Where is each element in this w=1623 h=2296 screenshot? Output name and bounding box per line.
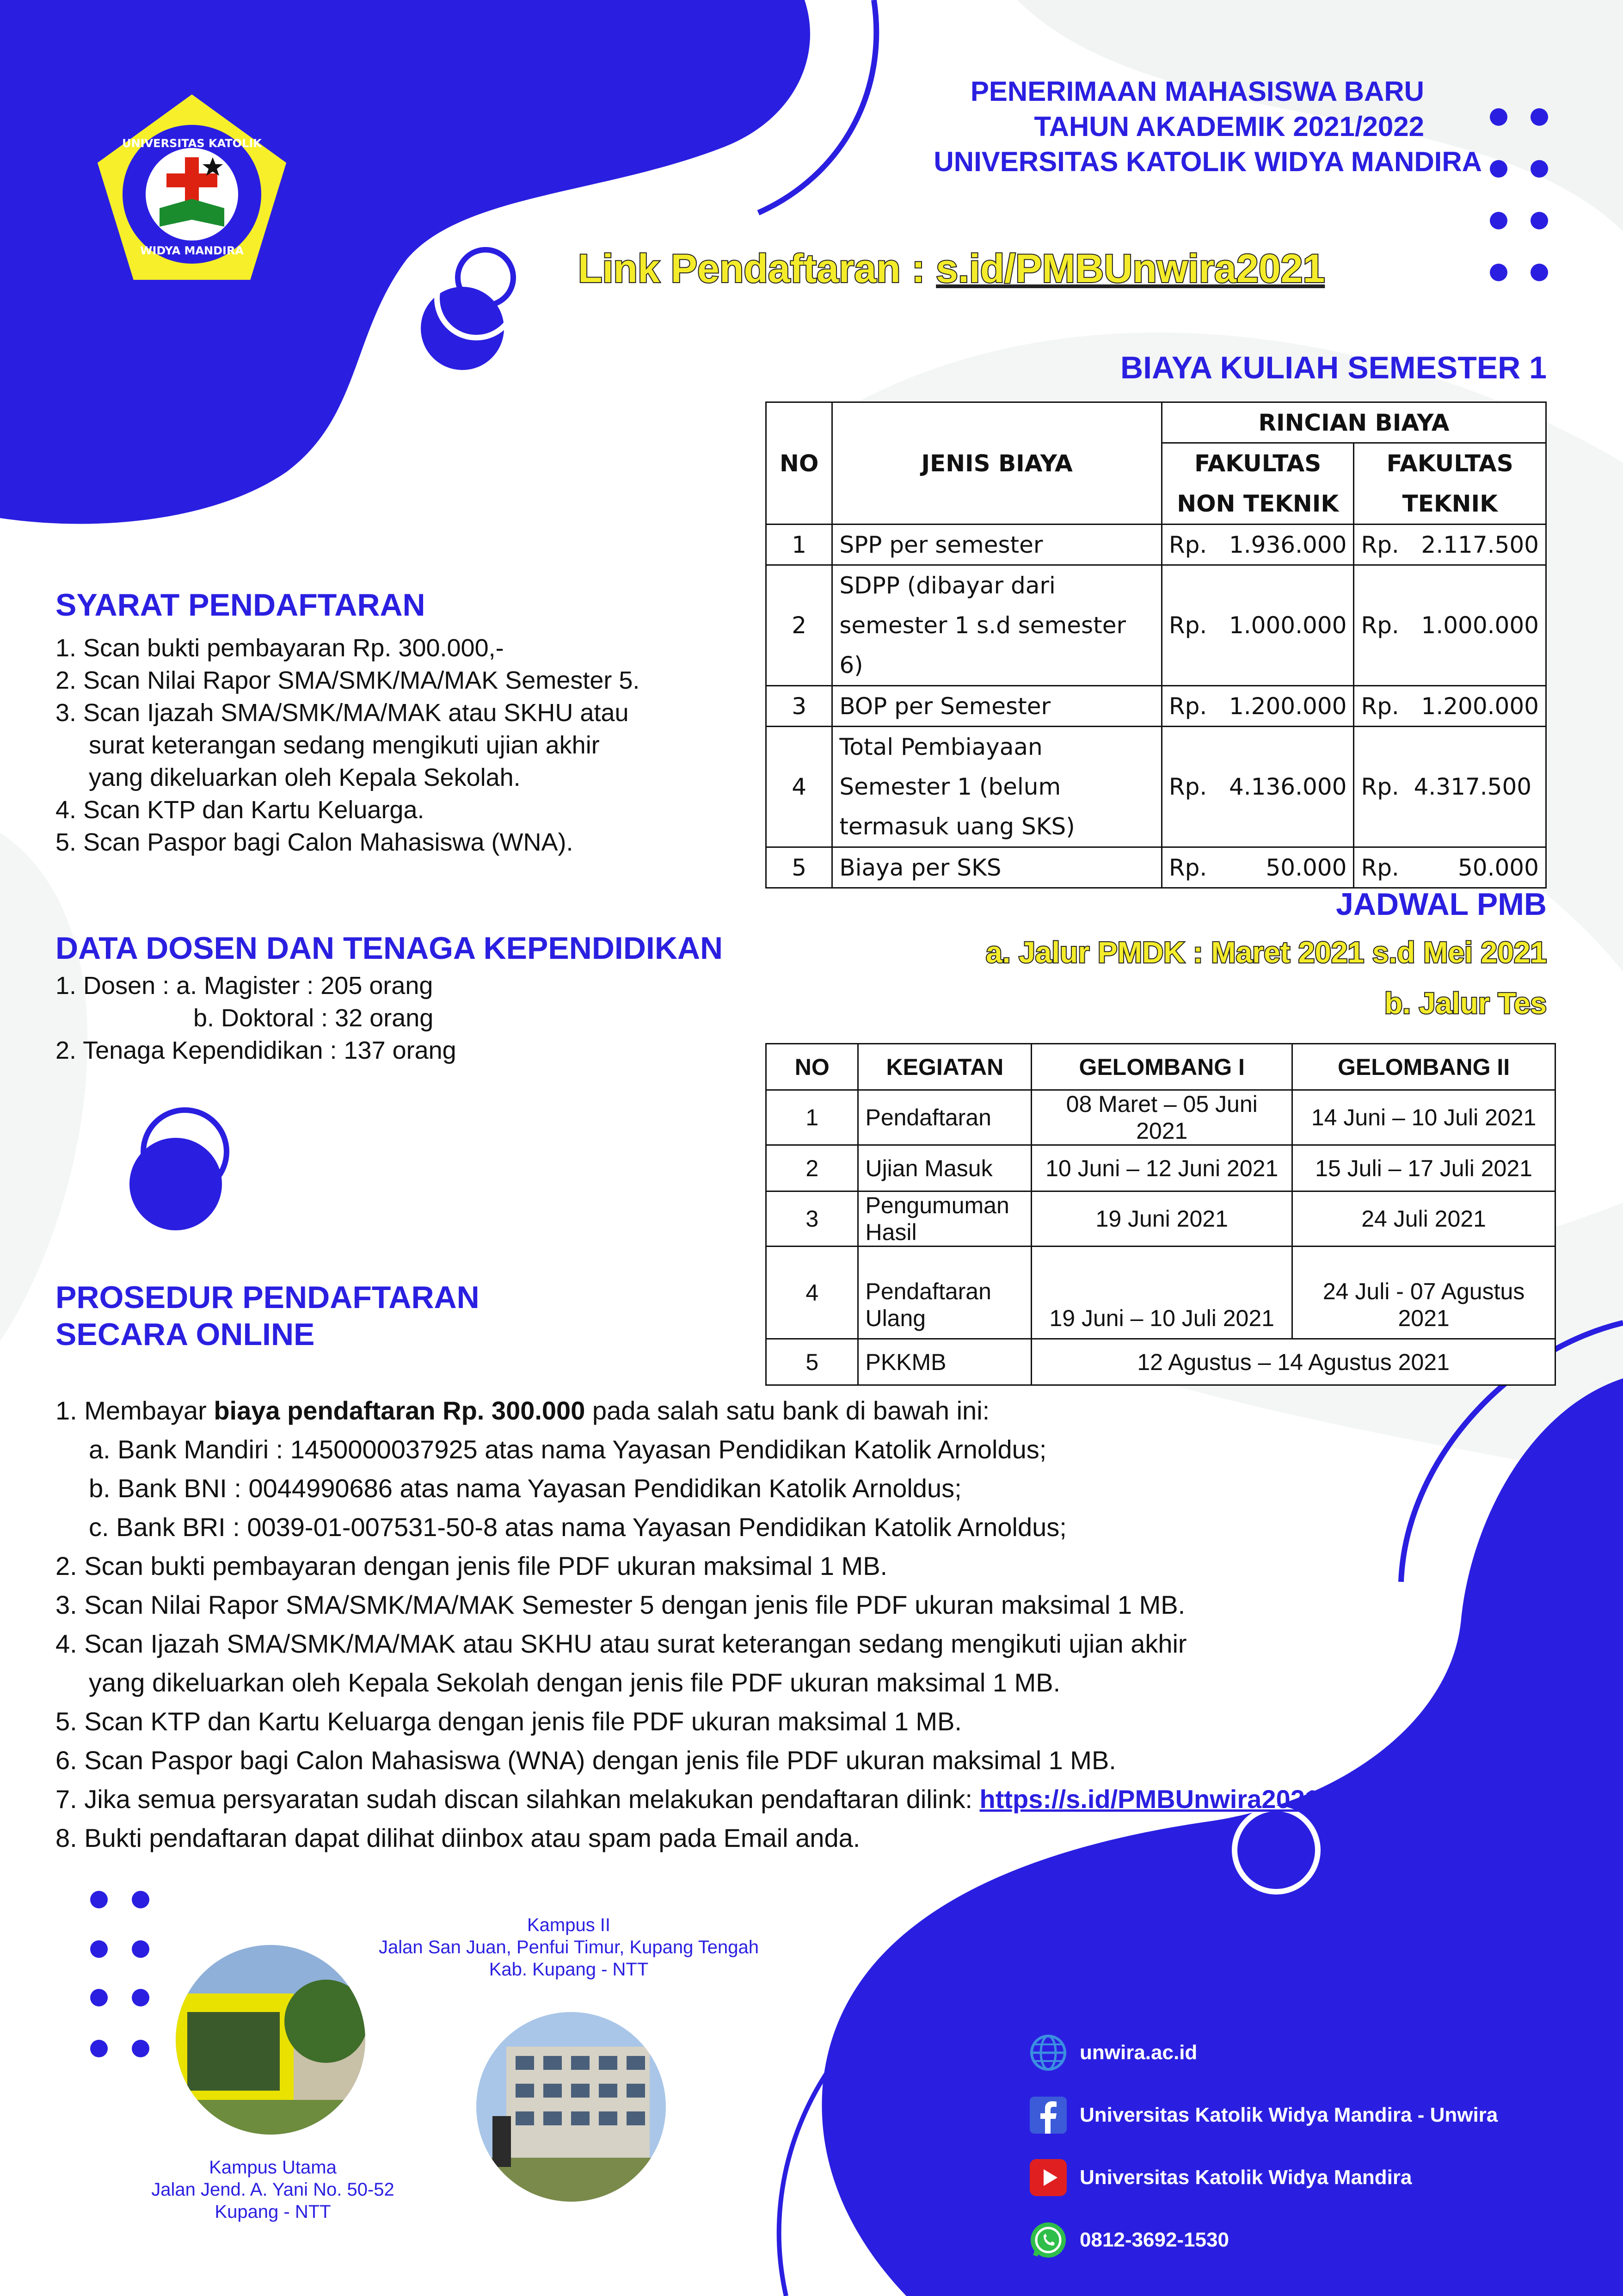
table-row bbox=[766, 1191, 1555, 1247]
cell-jenis: Total Pembiayaan Semester 1 (belum termasuk uang SKS) bbox=[832, 727, 1162, 847]
kampus-dua-caption bbox=[361, 1914, 777, 1981]
social-youtube[interactable] bbox=[1029, 2146, 1584, 2209]
kampus-dua-photo bbox=[474, 2010, 668, 2204]
cell-no: 1 bbox=[766, 1090, 858, 1145]
syarat-title: SYARAT PENDAFTARAN bbox=[55, 587, 425, 623]
kampus-utama-city: Kupang - NTT bbox=[215, 2202, 331, 2222]
table-row bbox=[766, 686, 1546, 727]
biaya-header-rincian: RINCIAN BIAYA bbox=[1162, 402, 1546, 443]
cell-jenis: SPP per semester bbox=[832, 525, 1162, 565]
kampus-utama-photo bbox=[173, 1943, 368, 2137]
cell-no: 3 bbox=[766, 686, 832, 727]
list-item: 6. Scan Paspor bagi Calon Mahasiswa (WNA) dengan jenis file PDF ukuran maksimal 1 MB. bbox=[55, 1746, 1116, 1775]
cell-no: 5 bbox=[766, 847, 832, 888]
cell-g2: 24 Juli - 07 Agustus 2021 bbox=[1292, 1247, 1555, 1339]
header-line-1: PENERIMAAN MAHASISWA BARU bbox=[970, 76, 1424, 107]
cell-g2: 14 Juni – 10 Juli 2021 bbox=[1292, 1090, 1555, 1145]
jadwal-header-g1: GELOMBANG I bbox=[1032, 1044, 1292, 1090]
social-facebook[interactable] bbox=[1029, 2084, 1584, 2146]
list-item: c. Bank BRI : 0039-01-007531-50-8 atas nama Yayasan Pendidikan Katolik Arnoldus; bbox=[89, 1512, 1067, 1542]
item1-bold: biaya pendaftaran Rp. 300.000 bbox=[214, 1396, 585, 1425]
kampus-dua-address: Jalan San Juan, Penfui Timur, Kupang Tengah bbox=[378, 1937, 759, 1957]
cell-kegiatan: Ujian Masuk bbox=[858, 1145, 1032, 1191]
cell-no: 5 bbox=[766, 1339, 858, 1385]
prosedur-title-line-2: SECARA ONLINE bbox=[55, 1317, 315, 1352]
cell-teknik: Rp. 2.117.500 bbox=[1354, 525, 1546, 565]
jadwal-header-g2: GELOMBANG II bbox=[1292, 1044, 1555, 1090]
list-item bbox=[55, 1780, 1558, 1819]
cell-no: 1 bbox=[766, 525, 832, 565]
kampus-utama-caption bbox=[83, 2156, 462, 2223]
list-item: 1. Dosen : a. Magister : 205 orang bbox=[55, 972, 433, 1000]
biaya-title: BIAYA KULIAH SEMESTER 1 bbox=[1120, 350, 1547, 385]
cell-no: 4 bbox=[766, 727, 832, 847]
biaya-header-no: NO bbox=[766, 402, 832, 525]
cell-g1: 19 Juni – 10 Juli 2021 bbox=[1032, 1247, 1292, 1339]
social-links bbox=[1029, 2021, 1584, 2271]
cell-jenis: BOP per Semester bbox=[832, 686, 1162, 727]
item1-post: pada salah satu bank di bawah ini: bbox=[585, 1396, 990, 1425]
table-row bbox=[766, 565, 1546, 686]
prosedur-title bbox=[55, 1279, 480, 1353]
cell-non-teknik: Rp. 1.200.000 bbox=[1162, 686, 1354, 727]
whatsapp-icon bbox=[1029, 2221, 1068, 2259]
table-row bbox=[766, 1247, 1555, 1339]
web-label: unwira.ac.id bbox=[1080, 2041, 1198, 2064]
kampus-dua-city: Kab. Kupang - NTT bbox=[489, 1959, 649, 1980]
cell-g1: 19 Juni 2021 bbox=[1032, 1191, 1292, 1247]
item7-text: 7. Jika semua persyaratan sudah discan silahkan melakukan pendaftaran dilink: bbox=[55, 1784, 980, 1814]
table-row bbox=[766, 1145, 1555, 1191]
cell-teknik: Rp. 50.000 bbox=[1354, 847, 1546, 888]
registration-url-link[interactable]: https://s.id/PMBUnwira2021 bbox=[979, 1784, 1319, 1814]
cell-g1: 08 Maret – 05 Juni 2021 bbox=[1032, 1090, 1292, 1145]
cell-teknik: Rp. 1.200.000 bbox=[1354, 686, 1546, 727]
list-item: 2. Scan bukti pembayaran dengan jenis file PDF ukuran maksimal 1 MB. bbox=[55, 1551, 888, 1580]
jadwal-header-kegiatan: KEGIATAN bbox=[858, 1044, 1032, 1090]
registration-link[interactable]: s.id/PMBUnwira2021 bbox=[936, 247, 1325, 291]
item1-text: 1. Membayar bbox=[55, 1396, 214, 1425]
cell-teknik: Rp. 1.000.000 bbox=[1354, 565, 1546, 686]
cell-jenis: Biaya per SKS bbox=[832, 847, 1162, 888]
list-item: 2. Scan Nilai Rapor SMA/SMK/MA/MAK Semester 5. bbox=[55, 667, 640, 694]
biaya-header-jenis: JENIS BIAYA bbox=[832, 402, 1162, 525]
table-row bbox=[766, 1090, 1555, 1145]
biaya-table bbox=[765, 401, 1547, 889]
cell-non-teknik: Rp. 50.000 bbox=[1162, 847, 1354, 888]
list-item: 4. Scan Ijazah SMA/SMK/MA/MAK atau SKHU atau surat keterangan sedang mengikuti ujian akhir bbox=[55, 1629, 1187, 1658]
jadwal-table bbox=[765, 1043, 1556, 1386]
list-item: yang dikeluarkan oleh Kepala Sekolah dengan jenis file PDF ukuran maksimal 1 MB. bbox=[89, 1668, 1061, 1697]
registration-link-label: Link Pendaftaran : bbox=[578, 247, 936, 291]
dosen-list bbox=[55, 969, 749, 1067]
syarat-list bbox=[55, 632, 768, 858]
list-item: a. Bank Mandiri : 1450000037925 atas nama Yayasan Pendidikan Katolik Arnoldus; bbox=[89, 1435, 1047, 1464]
kampus-utama-address: Jalan Jend. A. Yani No. 50-52 bbox=[151, 2179, 394, 2200]
youtube-icon bbox=[1029, 2158, 1068, 2197]
list-item: 4. Scan KTP dan Kartu Keluarga. bbox=[55, 796, 424, 824]
cell-teknik: Rp. 4.317.500 bbox=[1354, 727, 1546, 847]
cell-non-teknik: Rp. 1.000.000 bbox=[1162, 565, 1354, 686]
logo-text-bottom: WIDYA MANDIRA bbox=[140, 244, 244, 257]
jalur-tes: b. Jalur Tes bbox=[1384, 987, 1547, 1020]
table-row bbox=[766, 1339, 1555, 1385]
cell-g2: 24 Juli 2021 bbox=[1292, 1191, 1555, 1247]
prosedur-list bbox=[55, 1391, 1558, 1858]
registration-link-line bbox=[578, 246, 1325, 292]
jadwal-title: JADWAL PMB bbox=[1336, 887, 1547, 922]
kampus-utama-name: Kampus Utama bbox=[209, 2157, 337, 2178]
social-web[interactable] bbox=[1029, 2021, 1584, 2084]
list-item: b. Bank BNI : 0044990686 atas nama Yayasan Pendidikan Katolik Arnoldus; bbox=[89, 1474, 962, 1503]
list-item: 1. Scan bukti pembayaran Rp. 300.000,- bbox=[55, 634, 504, 662]
whatsapp-label: 0812-3692-1530 bbox=[1080, 2228, 1229, 2251]
list-item: 5. Scan Paspor bagi Calon Mahasiswa (WNA). bbox=[55, 828, 573, 856]
list-item: surat keterangan sedang mengikuti ujian akhir bbox=[89, 731, 600, 759]
social-whatsapp[interactable] bbox=[1029, 2209, 1584, 2271]
university-logo bbox=[90, 88, 294, 287]
cell-non-teknik: Rp. 1.936.000 bbox=[1162, 525, 1354, 565]
list-item: 3. Scan Nilai Rapor SMA/SMK/MA/MAK Semester 5 dengan jenis file PDF ukuran maksimal 1 MB. bbox=[55, 1590, 1186, 1619]
prosedur-title-line-1: PROSEDUR PENDAFTARAN bbox=[55, 1280, 480, 1315]
cell-no: 2 bbox=[766, 565, 832, 686]
facebook-icon bbox=[1029, 2096, 1068, 2135]
jadwal-header-no: NO bbox=[766, 1044, 858, 1090]
list-item: 3. Scan Ijazah SMA/SMK/MA/MAK atau SKHU atau bbox=[55, 699, 629, 727]
cell-kegiatan: PKKMB bbox=[858, 1339, 1032, 1385]
facebook-label: Universitas Katolik Widya Mandira - Unwira bbox=[1080, 2103, 1498, 2126]
table-row bbox=[766, 847, 1546, 888]
header-line-2: TAHUN AKADEMIK 2021/2022 bbox=[1034, 111, 1424, 142]
dosen-title: DATA DOSEN DAN TENAGA KEPENDIDIKAN bbox=[55, 931, 723, 966]
cell-no: 2 bbox=[766, 1145, 858, 1191]
biaya-header-non-teknik: NON TEKNIK bbox=[1162, 484, 1354, 525]
biaya-header-teknik: TEKNIK bbox=[1354, 484, 1546, 525]
list-item bbox=[55, 1391, 1558, 1430]
cell-no: 3 bbox=[766, 1191, 858, 1247]
cell-jenis: SDPP (dibayar dari semester 1 s.d semester 6) bbox=[832, 565, 1162, 686]
cell-g2: 15 Juli – 17 Juli 2021 bbox=[1292, 1145, 1555, 1191]
header-line-3: UNIVERSITAS KATOLIK WIDYA MANDIRA bbox=[934, 146, 1482, 177]
cell-g1: 10 Juni – 12 Juni 2021 bbox=[1032, 1145, 1292, 1191]
logo-text-top: UNIVERSITAS KATOLIK bbox=[122, 137, 262, 150]
list-item: 5. Scan KTP dan Kartu Keluarga dengan jenis file PDF ukuran maksimal 1 MB. bbox=[55, 1707, 962, 1736]
cell-kegiatan: Pendaftaran Ulang bbox=[858, 1247, 1032, 1339]
list-item: b. Doktoral : 32 orang bbox=[193, 1004, 434, 1032]
cell-kegiatan: Pendaftaran bbox=[858, 1090, 1032, 1145]
kampus-dua-name: Kampus II bbox=[527, 1915, 611, 1935]
table-row bbox=[766, 525, 1546, 565]
cell-no: 4 bbox=[766, 1247, 858, 1339]
youtube-label: Universitas Katolik Widya Mandira bbox=[1080, 2166, 1412, 2189]
cell-non-teknik: Rp. 4.136.000 bbox=[1162, 727, 1354, 847]
table-row bbox=[766, 727, 1546, 847]
list-item: 2. Tenaga Kependidikan : 137 orang bbox=[55, 1037, 456, 1064]
list-item: yang dikeluarkan oleh Kepala Sekolah. bbox=[89, 764, 521, 791]
cell-merged: 12 Agustus – 14 Agustus 2021 bbox=[1032, 1339, 1555, 1385]
biaya-header-fak-1: FAKULTAS bbox=[1162, 443, 1354, 484]
cell-kegiatan: Pengumuman Hasil bbox=[858, 1191, 1032, 1247]
list-item: 8. Bukti pendaftaran dapat dilihat diinbox atau spam pada Email anda. bbox=[55, 1823, 861, 1852]
globe-icon bbox=[1029, 2033, 1068, 2072]
biaya-header-fak-2: FAKULTAS bbox=[1354, 443, 1546, 484]
jalur-pmdk: a. Jalur PMDK : Maret 2021 s.d Mei 2021 bbox=[986, 936, 1547, 969]
header-block bbox=[684, 74, 1424, 144]
